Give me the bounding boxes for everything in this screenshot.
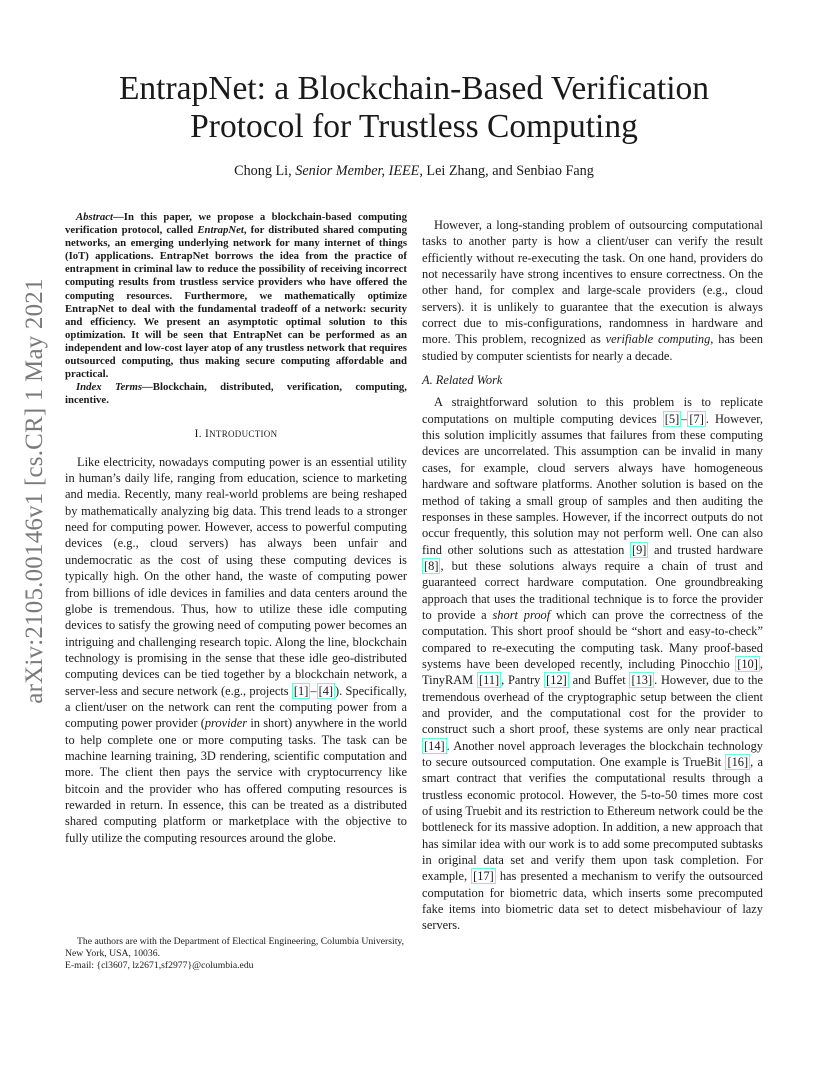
footnote-email: E-mail: {cl3607, lz2671,sf2977}@columbia.edu (65, 960, 254, 971)
section-number: I. I (194, 428, 210, 441)
citation-link[interactable]: [16] (727, 755, 749, 769)
system-name: EntrapNet (197, 224, 244, 237)
footnote (65, 936, 410, 972)
text: Like electricity, nowadays computing power is an essential utility in human’s daily life, ranging from education, science to marketing and media. Recently, many real-world problems are being reshaped by mathematically analyzing big data. This trend leads to a stronger need for computing power. However, access to powerful computing devices (e.g., cloud servers) has always been unfair and undemocratic as the cost of using these computing devices is typically high. On the other hand, the waste of computing power from billions of idle devices in families and data centers around the globe is tremendous. Thus, how to utilize these idle computing devices to satisfy the growing need of computing power becomes an intriguing and challenging research topic. Along the line, blockchain technology is promising in the sense that these idle geo-distributed computing devices can be tied together by a blockchain network, a server-less and secure network (e.g., projects (65, 454, 407, 698)
text: – (310, 683, 317, 698)
text: ). Specifically, a client/user on the network can rent the computing power from a computing power provider ( (65, 683, 407, 731)
related-work-paragraph (422, 394, 763, 933)
text: , Pantry (501, 673, 545, 688)
citation-link[interactable]: [17] (473, 869, 494, 884)
text: . Another novel approach leverages the blockchain technology to secure outsourced computation. One example is TrueBit (422, 738, 763, 769)
subsection-heading: A. Related Work (422, 373, 503, 388)
right-column (422, 217, 763, 934)
section-heading (65, 426, 407, 442)
text: – (681, 411, 688, 426)
arxiv-identifier: arXiv:2105.00146v1 [cs.CR] 1 May 2021 (21, 278, 48, 704)
citation-link[interactable]: [7] (689, 411, 704, 426)
arxiv-sidebar (15, 276, 55, 706)
citation-link[interactable]: [1] (293, 683, 309, 698)
text: . However, this solution implicitly assumes that failures from these computing devices are uncorrelated. This assumption can be invalid in many cases, for example, cloud servers always have homogeneous hardware and software platforms. Another solution is based on the method of taking a small group of samples and then auditing the responses in these samples. However, if the incorrect outputs do not occur frequently, this solution may not perform well. One can also find other solutions such as attestation (422, 411, 763, 557)
text: which can prove the correctness of the computation. This short proof should be “short and easy-to-check” compared to re-executing the computing task. Many proof-based systems have been developed recently, including Pinocchio (422, 607, 764, 671)
text: in short) anywhere in the world to help complete one or more computing tasks. The task can be machine learning training, 3D rendering, scientific computation and more. The client then pays the service with cryptocurrency like bitcoin and the provider who has offered computing resources is rewarded in return. In essence, this can be treated as a distributed shared computing platform or marketplace with the objective to fully utilize the computing resources around the globe. (65, 716, 407, 845)
intro-paragraph (65, 454, 407, 846)
text: , but these solutions always require a chain of trust and guaranteed correct hardware computation. One groundbreaking approach that uses the traditional technique is to force the provider to provide a (422, 558, 763, 622)
section-title: NTRODUCTION (209, 429, 278, 440)
citation-link[interactable]: [12] (546, 673, 567, 688)
text: , a smart contract that verifies the computational results through a trustless economic protocol. However, the 5-to-50 times more cost of using Truebit and its restriction to Ethereum network could be the bottleneck for its massive adoption. In addition, a new approach that has similar idea with our work is to add some precomputed subtasks in original data set and verify them upon task completion. For example, (422, 755, 763, 884)
citation-link[interactable]: [14] (424, 738, 445, 753)
co-authors: Lei Zhang, and Senbiao Fang (422, 163, 594, 179)
abstract (65, 211, 407, 381)
text: and Buffet (568, 673, 630, 688)
abstract-text: , for distributed shared computing networks, an emerging underlying network for many internet of things (IoT) applications. EntrapNet borrows the idea from the practice of entrapment in criminal law to reduce the possibility of receiving incorrect computing results from trustless service providers who have offered the computing resources. Furthermore, we mathematically optimize EntrapNet to deal with the fundamental tradeoff of a network: security and efficiency. We present an asymptotic optimal solution to this optimization. It will be seen that EntrapNet can be performed as an independent and low-cost layer atop of any trustless network that requires outsourced computing, thus making secure computing affordable and practical. (65, 224, 407, 381)
text: However, a long-standing problem of outsourcing computational tasks to another party is how a client/user can verify the result efficiently without re-executing the task. On one hand, providers do not necessarily have strong incentives to ensure correctness. On the other hand, for complex and large-scale providers (e.g., cloud servers). it is unlikely to guarantee that the execution is always correct due to mis-configurations, randomness in hardware and more. This problem, recognized as (422, 218, 763, 347)
author-role: Senior Member, IEEE, (295, 163, 423, 179)
citation-link[interactable]: [8] (424, 558, 439, 573)
citation-link[interactable]: [4] (318, 683, 334, 698)
citation-link[interactable]: [13] (631, 673, 653, 688)
index-terms-label: Index Terms (76, 381, 143, 394)
abstract-text: —In this paper, we propose a blockchain-based computing verification protocol, called (65, 211, 407, 237)
author-name: Chong Li, (234, 163, 296, 179)
text: and trusted hardware (648, 542, 763, 557)
footnote-rule (65, 927, 410, 928)
index-terms-text: —Blockchain, distributed, verification, computing, incentive. (65, 381, 407, 407)
index-terms (65, 381, 407, 407)
left-column (65, 211, 407, 846)
paper-title (70, 70, 758, 146)
text: , TinyRAM (422, 656, 763, 688)
footnote-affiliation: The authors are with the Department of Electical Engineering, Columbia University, New York, USA, 10036. (65, 936, 405, 959)
text: , has been studied by computer scientists for nearly a decade. (422, 332, 763, 363)
paragraph (422, 217, 763, 364)
text: . However, due to the tremendous overhead of the cryptographic setup between the client and provider, and the computational cost for the provider to construct such a short proof, these systems are only near practical (422, 673, 763, 737)
title-line-1: EntrapNet: a Blockchain-Based Verification (118, 70, 710, 107)
citation-link[interactable]: [10] (737, 656, 758, 671)
citation-link[interactable]: [11] (478, 673, 500, 688)
citation-link[interactable]: [5] (664, 411, 680, 426)
abstract-label: Abstract (76, 211, 114, 223)
text: has presented a mechanism to verify the outsourced computation for biometric data, which inserts some precomputed fake items into biometric data set to detect misbehaviour of lazy servers. (422, 869, 763, 933)
author-list (70, 163, 758, 180)
title-line-2: Protocol for Trustless Computing (190, 108, 638, 145)
emphasis: short proof (492, 607, 551, 622)
emphasis: provider (204, 716, 248, 731)
citation-link[interactable]: [9] (631, 542, 647, 557)
text: A straightforward solution to this problem is to replicate computations on multiple computing devices (422, 395, 763, 426)
emphasis: verifiable computing (605, 332, 711, 347)
